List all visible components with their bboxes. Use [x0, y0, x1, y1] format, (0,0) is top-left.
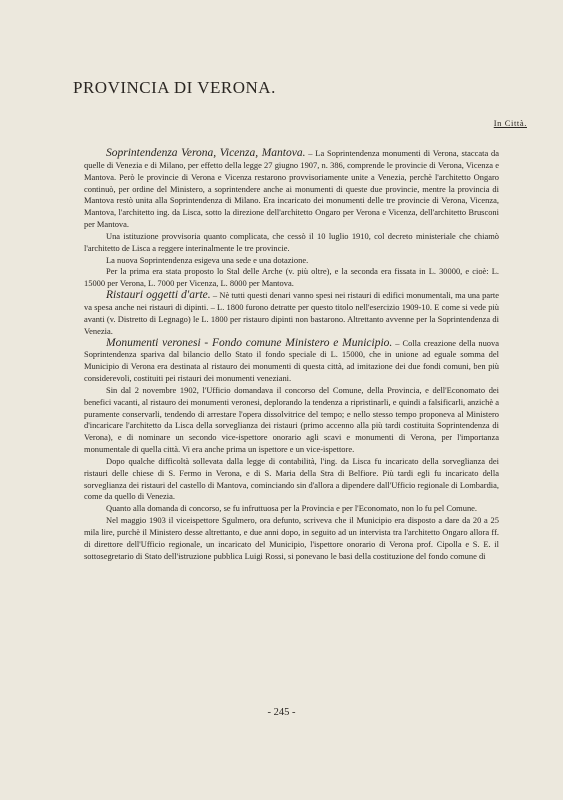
- paragraph: [84, 231, 499, 255]
- paragraph: [84, 255, 499, 267]
- paragraph-text: Per la prima era stata proposto lo Stal delle Arche (v. più oltre), e la seconda era fissata in L. 30000, e cioè: L. 15000 per Verona, L. 7000 per Vicenza, L. 8000 per Mantova.: [84, 266, 499, 289]
- paragraph-heading: Ristauri oggetti d'arte.: [106, 289, 211, 302]
- paragraph-text: Nel maggio 1903 il viceispettore Sgulmero, ora defunto, scriveva che il Municipio era disposto a dare da 20 a 25 mila lire, purchè il Ministero desse altrettanto, e due anni dopo, in seguito ad un intervista tra l'architetto Ongaro allora ff. di direttore dell'Ufficio regionale, un incaricato del Municipio, l'ispettore onorario di Verona prof. Cipolla e S. E. il sottosegretario di Stato dell'istruzione pubblica Luigi Rossi, si ponevano le basi della costituzione del fondo comune di: [84, 515, 499, 561]
- page-title: PROVINCIA DI VERONA.: [73, 78, 276, 97]
- paragraph-text: – Nè tutti questi denari vanno spesi nei ristauri di edifici monumentali, ma una parte va spesa anche nei ristauri di dipinti. – L. 1800 furono detratte per questo titolo nell'esercizio 1909-10. E come si vede più avanti (v. Distretto di Legnago) le L. 1800 per ristauro dipinti non bastarono. Altrettanto avvenne per la Soprintendenza di Venezia.: [84, 290, 499, 336]
- paragraph-heading: Soprintendenza Verona, Vicenza, Mantova.: [106, 147, 306, 159]
- paragraph: [84, 338, 499, 385]
- paragraph-text: – La Soprintendenza monumenti di Verona, staccata da quelle di Venezia e di Milano, per effetto della legge 27 giugno 1907, n. 386, comprende le provincie di Verona, Vicenza e Mantova. Però le provincie di Verona e Vicenza restarono provvisoriamente unite a Venezia, perchè l'architetto Ongaro continuò, per ordine del Ministero, a soprintendere anche ai monumenti di queste due provincie, mentre la provincia di Mantova restò unita alla Soprintendenza di Milano. Era incaricato dei monumenti delle tre provincie di Verona, Vicenza, Mantova, l'architetto ing. da Lisca, sotto la direzione dell'architetto Ongaro per Verona e Vicenza, dell'architetto Brusconi per Mantova.: [84, 148, 499, 230]
- body-text: [84, 148, 499, 563]
- paragraph: [84, 456, 499, 503]
- paragraph-heading: Monumenti veronesi - Fondo comune Ministero e Municipio.: [106, 336, 393, 349]
- paragraph: [84, 515, 499, 562]
- paragraph: [84, 503, 499, 515]
- paragraph-text: Dopo qualche difficoltà sollevata dalla legge di contabilità, l'ing. da Lisca fu incaricato della sorveglianza dei ristauri delle chiese di S. Fermo in Verona, e di S. Maria della Stra di Belfiore. Più tardi egli fu incaricato della sorveglianza dei ristauri del castello di Mantova, cominciando sin d'allora a dipendere dall'Ufficio regionale di Lombardia, come da quello di Venezia.: [84, 455, 499, 502]
- paragraph: [84, 148, 499, 231]
- page-number: - 245 -: [267, 707, 296, 718]
- paragraph: [84, 266, 499, 290]
- paragraph-text: Quanto alla domanda di concorso, se fu infruttuosa per la Provincia e per l'Economato, non lo fu pel Comune.: [106, 503, 478, 514]
- paragraph-text: Sin dal 2 novembre 1902, l'Ufficio domandava il concorso del Comune, della Provincia, e dell'Economato dei benefici vacanti, al ristauro dei monumenti veronesi, deplorando la tendenza a ripristinarli, e quindi a falsificarli, anzichè a puramente conservarli, tendendo di arrestare l'opera dissolvitrice del tempo; e nello stesso tempo proponeva al Ministero d'incaricare l'architetto da Lisca della sorveglianza dei ristauri (primo accenno alla più tardi costituita Soprintendenza di Verona), e di nominare un secondo vice-ispettore onorario agli scavi e monumenti di Verona, per l'importanza monumentale di quella città. Vi era anche prima un ispettore e un vice-ispettore.: [84, 384, 499, 455]
- paragraph-text: – Colla creazione della nuova Soprintendenza spariva dal bilancio dello Stato il fondo speciale di L. 15000, che in unione ad eguale somma del Municipio di Verona era destinata al ristauro dei monumenti di questa città, ad imitazione dei due fondi comuni, ben più considerevoli, costituiti pei ristauri dei monumenti veneziani.: [84, 337, 499, 384]
- paragraph-text: La nuova Soprintendenza esigeva una sede e una dotazione.: [106, 254, 309, 265]
- paragraph-text: Una istituzione provvisoria quanto complicata, che cessò il 10 luglio 1910, col decreto ministeriale che chiamò l'architetto de Lisca a reggere interinalmente le tre provincie.: [84, 230, 499, 253]
- paragraph: [84, 385, 499, 456]
- paragraph: [84, 290, 499, 337]
- section-label: In Città.: [493, 118, 527, 128]
